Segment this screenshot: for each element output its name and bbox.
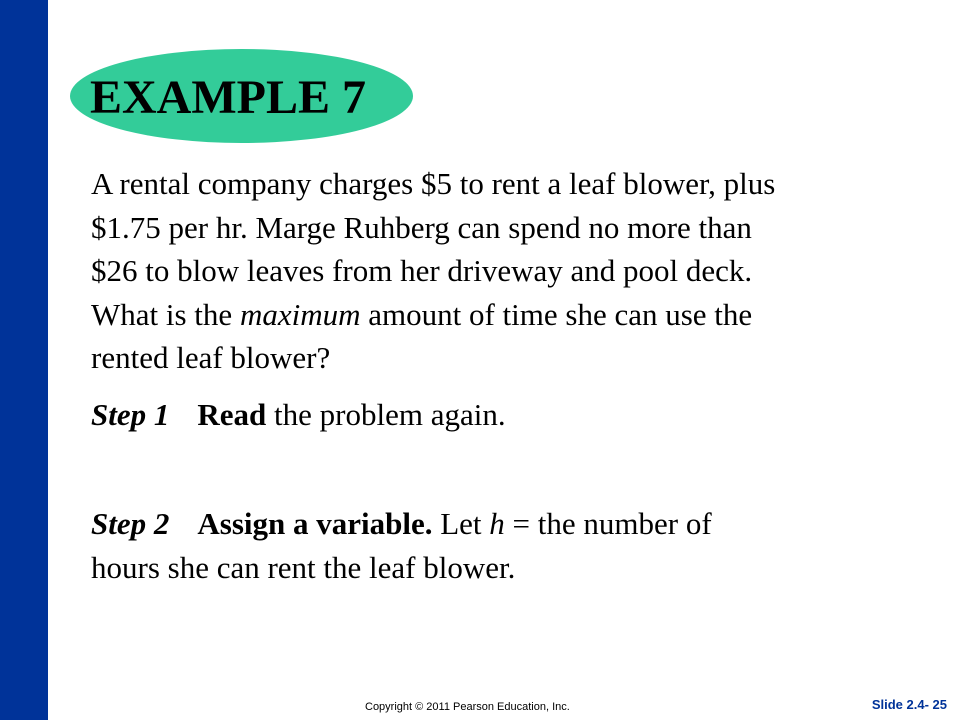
- step-2-line-1: Step 2 Assign a variable. Let h = the number of: [91, 506, 712, 541]
- problem-line-4: What is the maximum amount of time she can use the: [91, 296, 753, 332]
- variable-h: h: [489, 506, 505, 541]
- step-1-action: Read: [197, 397, 267, 432]
- problem-line-2: $1.75 per hr. Marge Ruhberg can spend no more than: [91, 209, 752, 245]
- step-2-label: Step 2: [91, 506, 170, 541]
- problem-line-5: rented leaf blower?: [91, 340, 331, 375]
- step-2-action: Assign a variable.: [197, 506, 433, 541]
- step-1-label: Step 1: [91, 397, 170, 432]
- step-1: [91, 393, 911, 437]
- slide-title: EXAMPLE 7: [90, 71, 366, 124]
- step-2-line-2: hours she can rent the leaf blower.: [91, 549, 516, 585]
- step-1-line: [91, 393, 911, 437]
- step-2: [91, 502, 911, 589]
- left-accent-bar: [0, 0, 48, 720]
- problem-line-3: $26 to blow leaves from her driveway and pool deck.: [91, 253, 753, 288]
- step-1-text: the problem again.: [266, 397, 506, 432]
- emphasis-maximum: maximum: [239, 296, 361, 332]
- problem-statement: [91, 162, 911, 380]
- slide-number: Slide 2.4- 25: [871, 697, 947, 712]
- copyright-notice: Copyright © 2011 Pearson Education, Inc.: [365, 701, 570, 713]
- problem-line-1: A rental company charges $5 to rent a leaf blower, plus: [91, 166, 776, 201]
